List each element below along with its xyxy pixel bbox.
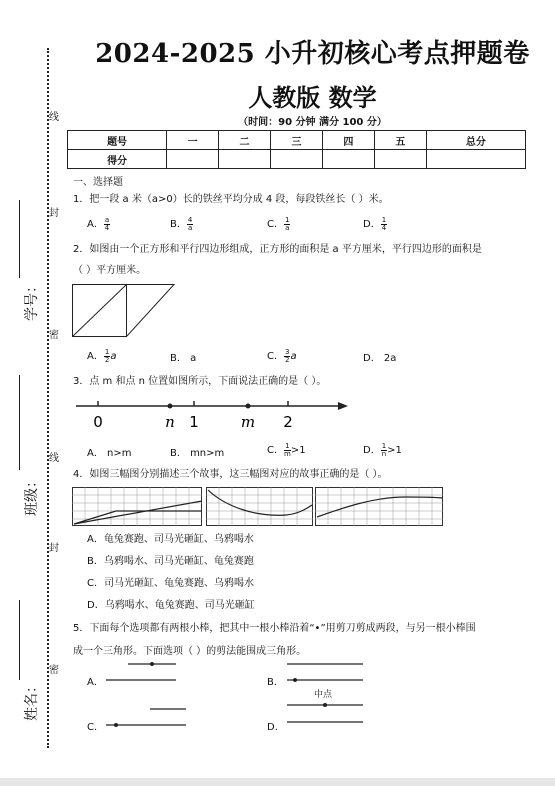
- story-graph-2: [206, 487, 313, 526]
- q2-option-c[interactable]: C． $\frac{3}{2}$ a: [267, 347, 297, 364]
- q2-option-b[interactable]: B． a: [170, 353, 197, 364]
- story-graph-3: [315, 487, 443, 526]
- question-2-stem-cont: （ ）平方厘米。: [73, 265, 147, 276]
- q5-option-a[interactable]: A．: [87, 677, 104, 688]
- q3-option-b[interactable]: B． mn>m: [170, 448, 225, 459]
- score-cell: 题号: [68, 131, 167, 150]
- q1-option-c[interactable]: C． $\frac{1}{a}$: [267, 215, 290, 232]
- q5-b-sticks: [287, 662, 363, 684]
- q1-option-b[interactable]: B． $\frac{4}{a}$: [170, 215, 193, 232]
- q5-a-sticks: [106, 662, 176, 684]
- exam-subtitle: 人教版 数学: [248, 83, 377, 112]
- exam-title: 2024-2025 小升初核心考点押题卷: [95, 39, 530, 69]
- q4-option-a[interactable]: A．龟兔赛跑、司马光砸缸、乌鸦喝水: [87, 534, 254, 545]
- score-cell: 三: [271, 131, 323, 150]
- q5-d-sticks: [287, 700, 363, 726]
- axis-label-n: n: [165, 413, 175, 431]
- score-cell: 二: [219, 131, 271, 150]
- axis-label-2: 2: [283, 413, 293, 431]
- q5-option-c[interactable]: C．: [87, 722, 104, 733]
- question-5-stem: 5．下面每个选项都有两根小棒，把其中一根小棒沿着“•”用剪刀剪成两段，与另一根小棒围: [73, 623, 476, 634]
- question-5-stem-cont: 成一个三角形。下面选项（ ）的剪法能围成三角形。: [73, 646, 307, 657]
- score-input-cell[interactable]: [271, 150, 323, 169]
- midpoint-label: 中点: [314, 690, 333, 700]
- seal-char: 密: [49, 665, 59, 676]
- question-2-stem: 2．如图由一个正方形和平行四边形组成，正方形的面积是 a 平方厘米，平行四边形的面积是: [73, 244, 482, 255]
- q1-option-a[interactable]: A． $\frac{a}{4}$: [87, 215, 110, 232]
- q4-option-c[interactable]: C．司马光砸缸、龟兔赛跑、乌鸦喝水: [87, 578, 254, 589]
- seal-char: 封: [49, 208, 59, 219]
- student-id-line: [19, 200, 20, 278]
- name-label: 姓名：: [24, 679, 40, 721]
- seal-char: 密: [49, 330, 59, 341]
- q2-option-d[interactable]: D． 2a: [363, 353, 397, 364]
- score-input-cell[interactable]: [374, 150, 426, 169]
- q3-option-d[interactable]: D． $\frac{1}{n}$ >1: [363, 441, 402, 458]
- story-graph-1: [72, 487, 202, 526]
- q5-option-d[interactable]: D．: [267, 722, 285, 733]
- score-cell: 四: [322, 131, 374, 150]
- student-id-label: 学号：: [24, 279, 40, 321]
- q1-option-d[interactable]: D． $\frac{1}{4}$: [363, 215, 387, 232]
- seal-char: 线: [49, 112, 59, 123]
- name-line: [19, 600, 20, 680]
- class-line: [19, 375, 20, 470]
- score-cell: 五: [374, 131, 426, 150]
- q4-option-d[interactable]: D．乌鸦喝水、龟兔赛跑、司马光砸缸: [87, 600, 255, 611]
- score-table: [67, 130, 526, 169]
- time-info: （时间：90 分钟 满分 100 分）: [238, 117, 387, 128]
- q3-option-c[interactable]: C． $\frac{1}{m}$ >1: [267, 441, 306, 458]
- q2-option-a[interactable]: A． $\frac{1}{2}$ a: [87, 347, 117, 364]
- score-cell: 一: [167, 131, 219, 150]
- question-3-stem: 3．点 m 和点 n 位置如图所示，下面说法正确的是（ ）。: [73, 376, 327, 387]
- axis-label-1: 1: [189, 413, 199, 431]
- binding-dotted-line: [47, 48, 49, 748]
- page-bottom-edge: [0, 778, 555, 786]
- score-label-cell: 得分: [68, 150, 167, 169]
- score-input-cell[interactable]: [426, 150, 525, 169]
- seal-char: 封: [49, 543, 59, 554]
- axis-label-0: 0: [93, 413, 103, 431]
- axis-label-m: m: [240, 413, 256, 431]
- question-1-stem: 1．把一段 a 米（a>0）长的铁丝平均分成 4 段，每段铁丝长（ ）米。: [73, 194, 389, 205]
- q5-option-b[interactable]: B．: [267, 677, 284, 688]
- square-parallelogram-figure: [72, 284, 176, 338]
- seal-char: 线: [49, 453, 59, 464]
- number-line-figure: [76, 398, 348, 434]
- q5-c-sticks: [106, 706, 186, 728]
- score-input-cell[interactable]: [322, 150, 374, 169]
- score-table-header-row: [68, 131, 526, 150]
- score-cell: 总分: [426, 131, 525, 150]
- question-4-stem: 4．如图三幅图分别描述三个故事，这三幅图对应的故事正确的是（ ）。: [73, 469, 388, 480]
- q3-option-a[interactable]: A． n>m: [87, 448, 132, 459]
- class-label: 班级：: [24, 474, 40, 516]
- q4-option-b[interactable]: B．乌鸦喝水、司马光砸缸、龟兔赛跑: [87, 556, 254, 567]
- section-title: 一、选择题: [73, 177, 123, 188]
- score-table-score-row: [68, 150, 526, 169]
- score-input-cell[interactable]: [219, 150, 271, 169]
- score-input-cell[interactable]: [167, 150, 219, 169]
